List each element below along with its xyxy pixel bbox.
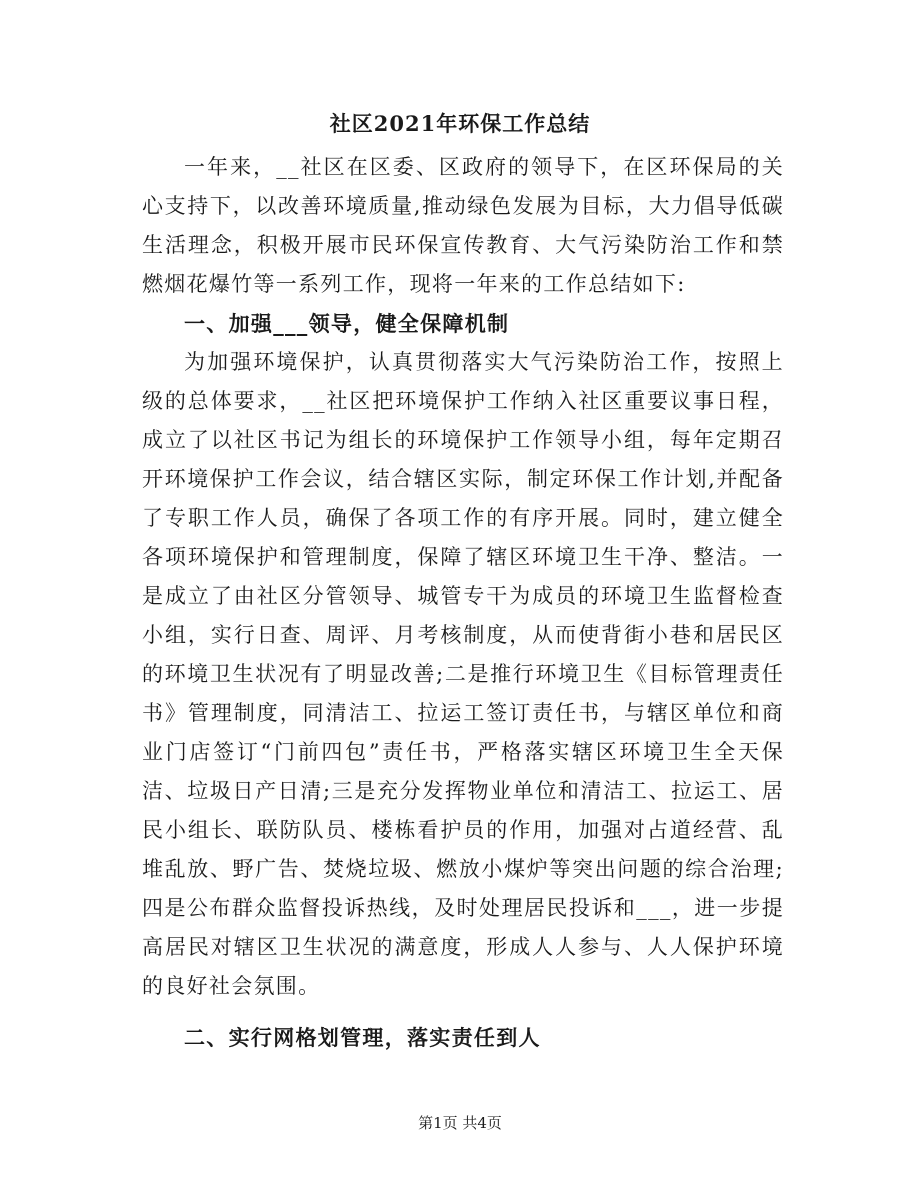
document-title: 社区2021年环保工作总结	[329, 111, 591, 136]
intro-paragraph: 一年来，__社区在区委、区政府的领导下，在区环保局的关心支持下，以改善环境质量,推动绿色发展为目标，大力倡导低碳生活理念，积极开展市民环保宣传教育、大气污染防治工作和禁燃烟花爆竹等一系列工作，现将一年来的工作总结如下:	[142, 155, 784, 296]
section-1-paragraph: 为加强环境保护，认真贯彻落实大气污染防治工作，按照上级的总体要求，__社区把环境保护工作纳入社区重要议事日程，成立了以社区书记为组长的环境保护工作领导小组，每年定期召开环境保护工作会议，结合辖区实际，制定环保工作计划,并配备了专职工作人员，确保了各项工作的有序开展。同时，建立健全各项环境保护和管理制度，保障了辖区环境卫生干净、整洁。一是成立了由社区分管领导、城管专干为成员的环境卫生监督检查小组，实行日查、周评、月考核制度，从而使背街小巷和居民区的环境卫生状况有了明显改善;二是推行环境卫生《目标管理责任书》管理制度，同清洁工、拉运工签订责任书，与辖区单位和商业门店签订“门前四包”责任书，严格落实辖区环境卫生全天保洁、垃圾日产日清;三是充分发挥物业单位和清洁工、拉运工、居民小组长、联防队员、楼栋看护员的作用，加强对占道经营、乱堆乱放、野广告、焚烧垃圾、燃放小煤炉等突出问题的综合治理;四是公布群众监督投诉热线，及时处理居民投诉和___，进一步提高居民对辖区卫生状况的满意度，形成人人参与、人人保护环境的良好社会氛围。	[142, 350, 784, 998]
section-heading-2: 二、实行网格划管理，落实责任到人	[184, 1025, 541, 1050]
section-heading-1: 一、加强___领导，健全保障机制	[184, 311, 510, 336]
page-footer: 第1页 共4页	[418, 1114, 502, 1132]
document-body	[142, 148, 784, 1057]
